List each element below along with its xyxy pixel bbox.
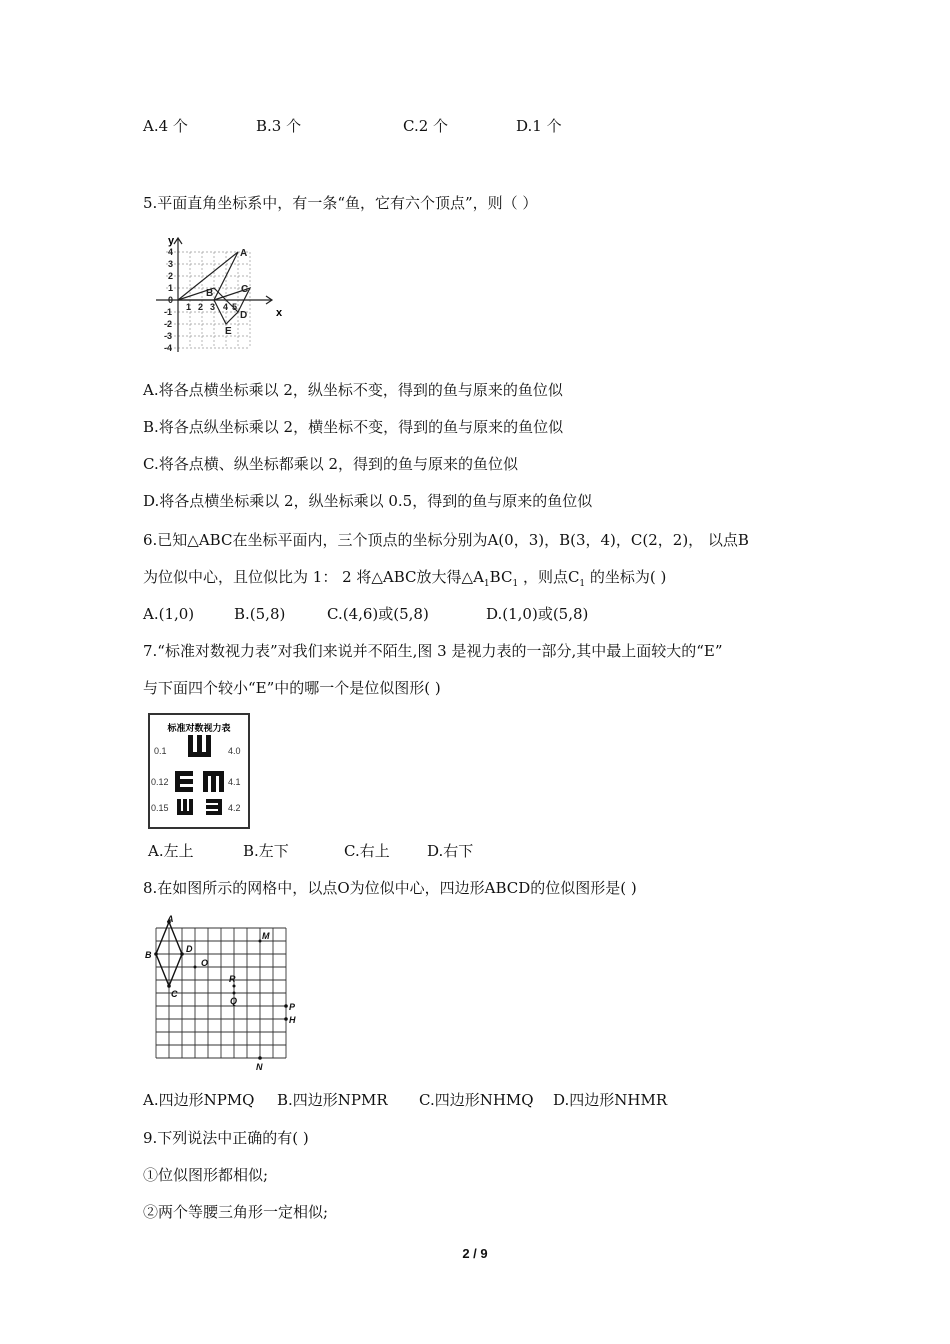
x-tick: 3	[210, 302, 216, 312]
q7-option-d: D.右下	[427, 842, 474, 860]
q4-option-d: D.1 个	[516, 117, 562, 135]
q7-option-b: B.左下	[243, 842, 289, 860]
q7-option-c: C.右上	[344, 842, 390, 860]
q6-stem-line1: 6.已知△ABC在坐标平面内，三个顶点的坐标分别为A(0，3)，B(3，4)，C(2，2)， 以点B	[143, 531, 749, 549]
q5-option-b: B.将各点纵坐标乘以 2，横坐标不变，得到的鱼与原来的鱼位似	[143, 418, 564, 436]
q9-item-2: ②两个等腰三角形一定相似;	[143, 1203, 329, 1221]
grid-label-m: M	[262, 931, 270, 941]
small-e-symbol-top-right	[203, 771, 224, 792]
q8-option-c: C.四边形NHMQ	[419, 1091, 534, 1109]
y-tick: -2	[164, 319, 173, 329]
q7-stem-line2: 与下面四个较小“E”中的哪一个是位似图形( )	[143, 679, 441, 697]
q7-eye-chart-figure	[148, 713, 250, 829]
q7-stem-line1: 7.“标准对数视力表”对我们来说并不陌生,图 3 是视力表的一部分,其中最上面较大的“E”	[143, 642, 723, 660]
y-tick: 0	[168, 295, 174, 305]
y-tick: -3	[164, 331, 173, 341]
eye-chart-title: 标准对数视力表	[167, 723, 231, 733]
x-tick: 4	[223, 302, 229, 312]
large-e-symbol	[188, 735, 211, 757]
y-tick: -4	[164, 343, 173, 353]
eye-chart-left-label: 0.12	[151, 777, 169, 787]
x-axis-label: x	[276, 307, 283, 319]
q6-option-a: A.(1,0)	[143, 605, 195, 623]
grid-label-p: P	[289, 1002, 296, 1012]
q8-option-d: D.四边形NHMR	[553, 1091, 668, 1109]
eye-chart-right-label: 4.1	[228, 777, 241, 787]
point-c-label: C	[241, 284, 249, 295]
q5-option-c: C.将各点横、纵坐标都乘以 2，得到的鱼与原来的鱼位似	[143, 455, 519, 473]
x-tick: 2	[198, 302, 204, 312]
y-axis-label: y	[168, 235, 175, 247]
y-tick: 2	[168, 271, 174, 281]
grid-label-a: A	[167, 914, 174, 924]
q9-stem: 9.下列说法中正确的有( )	[143, 1129, 309, 1147]
small-e-symbol-top-left	[175, 771, 193, 792]
point-d-label: D	[240, 310, 248, 321]
grid-label-o: O	[201, 958, 209, 968]
q8-grid-figure	[143, 914, 308, 1074]
q7-option-a: A.左上	[148, 842, 194, 860]
small-e-symbol-bottom-right	[206, 799, 222, 815]
y-tick: 4	[168, 247, 174, 257]
x-tick: 1	[186, 302, 192, 312]
y-tick: 1	[168, 283, 174, 293]
q9-item-1: ①位似图形都相似;	[143, 1166, 269, 1184]
q4-option-a: A.4 个	[143, 117, 188, 135]
q5-fish-coordinate-figure	[148, 230, 298, 358]
x-tick: 5	[232, 302, 238, 312]
y-tick: -1	[164, 307, 173, 317]
eye-chart-right-label: 4.0	[228, 746, 241, 756]
q4-option-b: B.3 个	[256, 117, 302, 135]
q8-option-a: A.四边形NPMQ	[143, 1091, 255, 1109]
small-e-symbol-bottom-left	[177, 799, 193, 815]
q8-stem: 8.在如图所示的网格中，以点O为位似中心，四边形ABCD的位似图形是( )	[143, 879, 637, 897]
q5-stem: 5.平面直角坐标系中，有一条“鱼，它有六个顶点”，则（ ）	[143, 194, 538, 212]
point-a-label: A	[240, 248, 248, 259]
grid-label-c: C	[171, 989, 178, 999]
eye-chart-left-label: 0.15	[151, 803, 169, 813]
grid-label-n: N	[256, 1062, 263, 1072]
eye-chart-right-label: 4.2	[228, 803, 241, 813]
grid-label-h: H	[289, 1015, 296, 1025]
q5-option-d: D.将各点横坐标乘以 2，纵坐标乘以 0.5，得到的鱼与原来的鱼位似	[143, 492, 593, 510]
q6-stem-line2: 为位似中心，且位似比为 1： 2 将△ABC放大得$\triangle A_1BC_1$ ，则点$C_1$ 的坐标为( )	[143, 568, 667, 589]
q6-option-d: D.(1,0)或(5,8)	[486, 605, 589, 623]
q5-option-a: A.将各点横坐标乘以 2，纵坐标不变，得到的鱼与原来的鱼位似	[143, 381, 563, 399]
y-tick: 3	[168, 259, 174, 269]
grid-label-d: D	[186, 944, 193, 954]
page-number: 2 / 9	[462, 1246, 488, 1261]
point-e-label: E	[225, 326, 232, 337]
q6-option-c: C.(4,6)或(5,8)	[327, 605, 429, 623]
q8-option-b: B.四边形NPMR	[277, 1091, 388, 1109]
grid-label-r: R	[229, 974, 236, 984]
grid-label-q: Q	[230, 996, 238, 1006]
eye-chart-left-label: 0.1	[154, 746, 167, 756]
q4-option-c: C.2 个	[403, 117, 449, 135]
q6-option-b: B.(5,8)	[234, 605, 286, 623]
point-b-label: B	[206, 288, 214, 299]
grid-label-b: B	[145, 950, 152, 960]
